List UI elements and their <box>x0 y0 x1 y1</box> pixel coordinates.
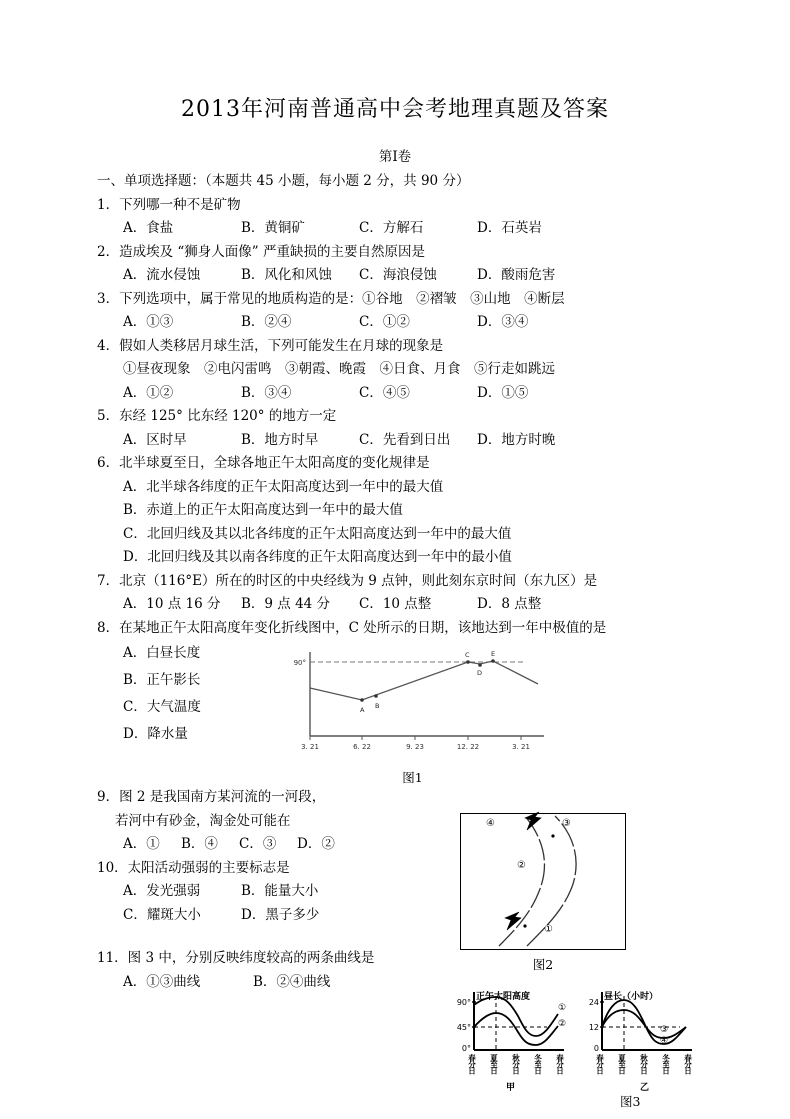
option-d[interactable]: D．③④ <box>477 314 529 330</box>
figure-3-left-chart <box>457 990 566 1053</box>
figure-2-marker-4: ④ <box>486 818 495 829</box>
question-7-stem: 7．北京（116°E）所在的时区的中央经线为 9 点钟，则此刻东京时间（东九区）是 <box>97 572 598 589</box>
question-8-options <box>97 640 287 748</box>
option-a[interactable]: A．食盐 <box>123 220 174 236</box>
option-d[interactable]: D．8 点整 <box>477 596 542 612</box>
question-8-stem: 8．在某地正午太阳高度年变化折线图中，C 处所示的日期，该地达到一年中极值的是 <box>97 619 607 636</box>
figure-3-left-xtick-3: 秋分日 <box>511 1054 521 1074</box>
option-c[interactable]: C．③ <box>239 836 277 852</box>
figure-1-xtick-4: 12. 22 <box>456 743 480 751</box>
figure-3-caption: 图3 <box>620 1094 641 1109</box>
option-a[interactable]: A．区时早 <box>123 431 187 448</box>
section-label: 第Ⅰ卷 <box>378 149 412 165</box>
figure-3-left-xtick-4: 冬至日 <box>533 1054 543 1074</box>
option-c[interactable]: C．方解石 <box>359 220 424 236</box>
question-8-option-a[interactable]: A．白昼长度 <box>123 645 201 661</box>
figure-1-point-d: D <box>477 669 483 677</box>
question-6-option-d[interactable]: D．北回归线及其以南各纬度的正午太阳高度达到一年中的最小值 <box>123 549 512 565</box>
figure-3-right-xtick-2: 夏至日 <box>617 1054 627 1074</box>
figure-1-xtick-2: 6. 22 <box>353 743 371 751</box>
question-4-stem: 4．假如人类移居月球生活，下列可能发生在月球的现象是 <box>97 337 444 354</box>
option-b[interactable]: B．③④ <box>241 384 292 401</box>
figure-2-marker-3: ③ <box>562 818 571 829</box>
question-7-options <box>97 593 717 617</box>
question-9-stem: 9．图 2 是我国南方某河流的一河段， <box>97 789 326 805</box>
option-b[interactable]: B．地方时早 <box>241 431 319 448</box>
figure-3-right-chart <box>589 990 692 1053</box>
option-d[interactable]: D．② <box>297 836 335 852</box>
question-6-option-b[interactable]: B．赤道上的正午太阳高度达到一年中的最大值 <box>123 502 403 518</box>
figure-1-point-c: C <box>465 651 470 659</box>
page-title: 2013年河南普通高中会考地理真题及答案 <box>181 97 609 122</box>
option-c[interactable]: C．④⑤ <box>359 384 410 401</box>
question-4-substem: ①昼夜现象 ②电闪雷鸣 ③朝霞、晚霞 ④日食、月食 ⑤行走如跳远 <box>123 361 555 377</box>
option-a[interactable]: A．发光强弱 <box>123 883 201 899</box>
figure-3-left-panel-label: 甲 <box>506 1083 516 1093</box>
figure-3-left-curve-1: ① <box>558 1003 567 1013</box>
figure-1-caption: 图1 <box>402 770 423 785</box>
question-1-options <box>97 217 717 241</box>
figure-1-point-a: A <box>360 706 365 714</box>
figure-2-river-diagram <box>460 813 626 950</box>
figure-3-left-ytick-45: 45° <box>456 1023 471 1032</box>
question-9-stem-line2: 若河中有砂金，淘金处可能在 <box>115 812 291 829</box>
question-2-stem: 2．造成埃及 “狮身人面像” 严重缺损的主要自然原因是 <box>97 243 425 260</box>
question-2-options <box>97 264 717 288</box>
option-c[interactable]: C．先看到日出 <box>359 431 451 448</box>
figure-3-right-xtick-5: 春分日 <box>683 1054 693 1074</box>
option-b[interactable]: B．④ <box>181 836 218 852</box>
question-1-stem: 1．下列哪一种不是矿物 <box>97 196 241 213</box>
option-a[interactable]: A．流水侵蚀 <box>123 267 201 283</box>
figure-3-right-xtick-4: 冬至日 <box>661 1054 671 1074</box>
option-b[interactable]: B．风化和风蚀 <box>241 267 332 283</box>
question-6-option-a[interactable]: A．北半球各纬度的正午太阳高度达到一年中的最大值 <box>123 478 444 495</box>
question-5-stem: 5．东经 125° 比东经 120° 的地方一定 <box>97 408 337 424</box>
question-6-option-c[interactable]: C．北回归线及其以北各纬度的正午太阳高度达到一年中的最大值 <box>123 525 512 542</box>
option-d[interactable]: D．地方时晚 <box>477 431 556 448</box>
figure-3-left-title: 正午太阳高度 <box>476 992 531 1002</box>
option-c[interactable]: C．耀斑大小 <box>123 906 201 923</box>
option-b[interactable]: B．能量大小 <box>241 883 319 899</box>
figure-1-point-b: B <box>375 702 380 710</box>
question-8-option-c[interactable]: C．大气温度 <box>123 699 201 715</box>
figure-1-point-e: E <box>491 650 496 658</box>
question-10-stem: 10．太阳活动强弱的主要标志是 <box>97 859 290 876</box>
option-a[interactable]: A．10 点 16 分 <box>123 596 221 612</box>
option-c[interactable]: C．①② <box>359 314 410 330</box>
question-11-stem: 11．图 3 中，分别反映纬度较高的两条曲线是 <box>97 950 375 966</box>
option-b[interactable]: B．黄铜矿 <box>241 220 305 236</box>
figure-3-charts <box>452 988 732 1093</box>
option-a[interactable]: A．①③ <box>123 314 174 330</box>
figure-1-chart <box>280 648 545 763</box>
option-b[interactable]: B．②④曲线 <box>253 973 331 990</box>
question-6-stem: 6．北半球夏至日，全球各地正午太阳高度的变化规律是 <box>97 455 430 471</box>
question-4-options <box>97 382 717 406</box>
option-a[interactable]: A．① <box>123 836 160 852</box>
figure-3-right-title: 昼长（小时） <box>604 992 659 1002</box>
question-5-options <box>97 429 717 453</box>
figure-3-right-xtick-3: 秋分日 <box>639 1054 649 1074</box>
question-3-options <box>97 311 717 335</box>
option-d[interactable]: D．酸雨危害 <box>477 267 556 283</box>
figure-3-left-curve-2: ② <box>558 1019 567 1029</box>
figure-2-caption: 图2 <box>532 957 554 972</box>
figure-1-y-label: 90° <box>293 659 306 667</box>
option-c[interactable]: C．海浪侵蚀 <box>359 267 437 283</box>
option-c[interactable]: C．10 点整 <box>359 596 432 612</box>
section-heading: 一、单项选择题：（本题共 45 小题，每小题 2 分，共 90 分） <box>97 173 470 189</box>
figure-3-right-xtick-1: 春分日 <box>595 1054 605 1074</box>
question-3-stem: 3．下列选项中，属于常见的地质构造的是：①谷地 ②褶皱 ③山地 ④断层 <box>97 290 565 307</box>
figure-3-left-xtick-1: 春分日 <box>467 1054 477 1074</box>
figure-3-right-ytick-12: 12 <box>588 1023 599 1032</box>
option-b[interactable]: B．②④ <box>241 314 292 330</box>
figure-3-left-ytick-90: 90° <box>456 998 471 1007</box>
figure-1-xtick-1: 3. 21 <box>301 743 319 751</box>
figure-1-xtick-5: 3. 21 <box>512 743 530 751</box>
option-b[interactable]: B．9 点 44 分 <box>241 596 331 612</box>
figure-3-right-ytick-24: 24 <box>588 998 599 1007</box>
option-a[interactable]: A．①③曲线 <box>123 973 201 990</box>
figure-3-left-xtick-2: 夏至日 <box>489 1054 499 1074</box>
figure-2-marker-1: ① <box>544 924 553 935</box>
figure-3-right-curve-3: ③ <box>660 1025 669 1035</box>
option-d[interactable]: D．黑子多少 <box>241 906 320 923</box>
figure-1-xtick-3: 9. 23 <box>406 743 424 751</box>
figure-3-left-xtick-5: 春分日 <box>555 1054 565 1074</box>
figure-3-left-ytick-0: 0° <box>461 1044 471 1053</box>
question-8-option-d[interactable]: D．降水量 <box>123 726 188 742</box>
figure-3-right-panel-label: 乙 <box>640 1083 650 1093</box>
option-d[interactable]: D．石英岩 <box>477 220 542 236</box>
question-8-option-b[interactable]: B．正午影长 <box>123 672 201 688</box>
figure-3-right-curve-4: ④ <box>660 1036 669 1046</box>
figure-2-marker-2: ② <box>517 860 526 871</box>
option-d[interactable]: D．①⑤ <box>477 384 529 401</box>
figure-3-right-ytick-0: 0 <box>593 1044 599 1053</box>
option-a[interactable]: A．①② <box>123 384 174 401</box>
